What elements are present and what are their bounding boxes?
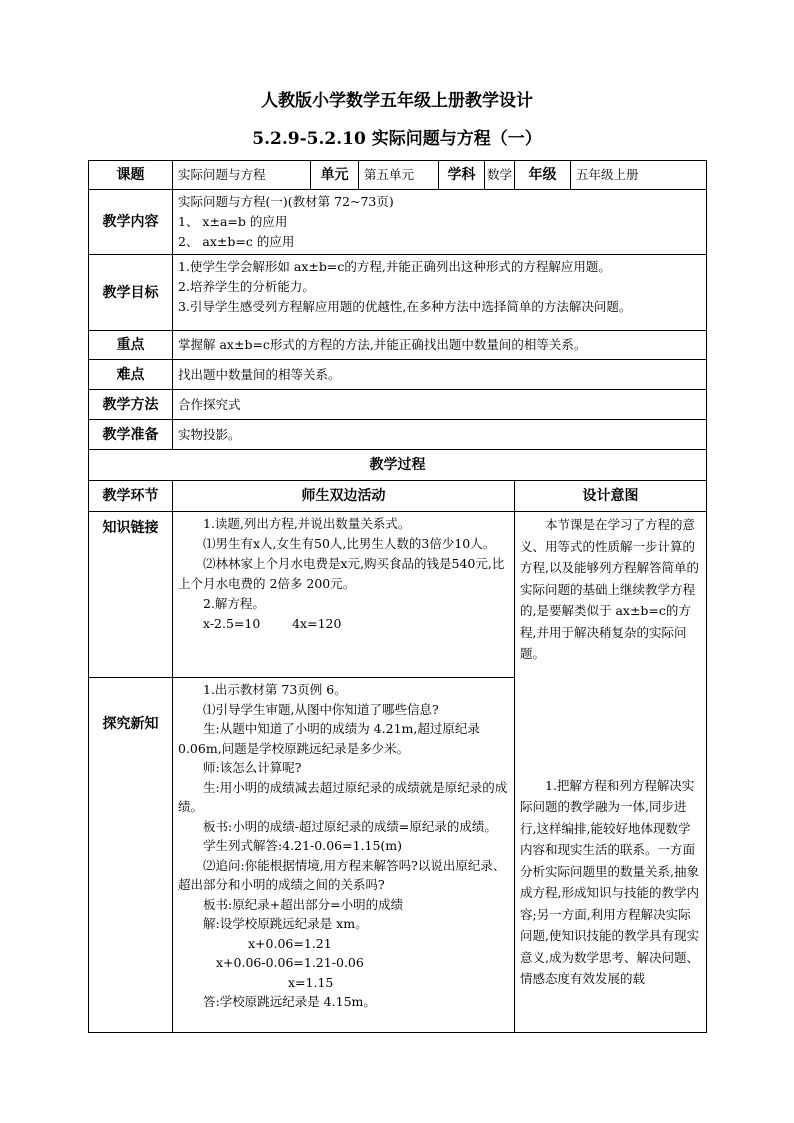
activity-line: ⑵林林家上个月水电费是x元,购买食品的钱是540元,比上个月水电费的 2倍多 200元。 <box>178 556 505 591</box>
goal-line: 3.引导学生感受列方程解应用题的优越性,在多种方法中选择简单的方法解决问题。 <box>178 299 632 314</box>
explore-activity <box>173 678 515 1033</box>
unit-value: 第五单元 <box>359 161 439 190</box>
activity-line: 1.出示教材第 73页例 6。 <box>203 682 347 697</box>
content-cell <box>173 190 707 255</box>
activity-line: 师:该怎么计算呢? <box>203 760 302 775</box>
intent-spacer <box>520 665 701 775</box>
goals-cell <box>173 255 707 331</box>
activity-line: ⑴男生有x人,女生有50人,比男生人数的3倍少10人。 <box>203 536 496 551</box>
activity-line: 学生列式解答:4.21-0.06=1.15(m) <box>203 838 403 853</box>
goal-line: 1.使学生学会解形如 ax±b=c的方程,并能正确列出这种形式的方程解应用题。 <box>178 259 611 274</box>
activity-line: 生:从题中知道了小明的成绩为 4.21m,超过原纪录 0.06m,问题是学校原跳远纪录是多少米。 <box>178 721 480 756</box>
content-label: 教学内容 <box>89 190 173 255</box>
col-stage-header: 教学环节 <box>89 481 173 512</box>
difficulty-label: 难点 <box>89 360 173 390</box>
difficulty-value: 找出题中数量间的相等关系。 <box>173 360 707 390</box>
intent-paragraph: 本节课是在学习了方程的意义、用等式的性质解一步计算的方程,以及能够列方程解答简单的实际问题的基础上继续教学方程的,是要解类似于 ax±b=c的方程,并用于解决稍复杂的实际问题。 <box>520 517 699 661</box>
activity-line: 1.读题,列出方程,并说出数量关系式。 <box>203 516 411 531</box>
subject-value: 数学 <box>485 161 515 190</box>
activity-line: 生:用小明的成绩减去超过原纪录的成绩就是原纪录的成绩。 <box>178 779 508 814</box>
goals-label: 教学目标 <box>89 255 173 331</box>
explore-label: 探究新知 <box>89 678 173 1033</box>
lesson-plan-table <box>88 160 706 1033</box>
activity-line: ⑵追问:你能根据情境,用方程来解答吗?以说出原纪录、超出部分和小明的成绩之间的关系吗? <box>178 857 506 892</box>
design-intent-cell <box>515 512 707 1033</box>
col-intent-header: 设计意图 <box>515 481 707 512</box>
lesson-title: 5.2.9-5.2.10 实际问题与方程（一） <box>252 129 542 149</box>
subject-label: 学科 <box>439 161 485 190</box>
activity-line: 板书:原纪录+超出部分=小明的成绩 <box>203 896 404 912</box>
method-value: 合作探究式 <box>173 390 707 420</box>
goal-line: 2.培养学生的分析能力。 <box>178 279 315 294</box>
equation-line: x+0.06-0.06=1.21-0.06 <box>216 955 364 970</box>
equation-line: x+0.06=1.21 <box>248 935 332 951</box>
link-label: 知识链接 <box>89 512 173 678</box>
unit-label: 单元 <box>311 161 359 190</box>
activity-line: x-2.5=10 4x=120 <box>203 616 342 631</box>
activity-line: 解:设学校原跳远纪录是 xm。 <box>203 916 368 931</box>
grade-label: 年级 <box>515 161 571 190</box>
content-line: 1、 x±a=b 的应用 <box>178 214 288 229</box>
col-activity-header: 师生双边活动 <box>173 481 515 512</box>
content-line: 实际问题与方程(一)(教材第 72~73页) <box>178 194 394 209</box>
activity-line: ⑴引导学生审题,从图中你知道了哪些信息? <box>203 701 439 717</box>
topic-label: 课题 <box>89 161 173 190</box>
document-title: 人教版小学数学五年级上册教学设计 <box>261 91 533 111</box>
content-line: 2、 ax±b=c 的应用 <box>178 234 295 249</box>
prep-label: 教学准备 <box>89 420 173 450</box>
method-label: 教学方法 <box>89 390 173 420</box>
intent-paragraph: 1.把解方程和列方程解决实际问题的教学融为一体,同步进行,这样编排,能较好地体现数学内容和现实生活的联系。一方面分析实际问题里的数量关系,抽象成方程,形成知识与技能的教学内容;另一方面,利用方程解决实际问题,使知识技能的教学具有现实意义,成为数学思考、解决问题、情感态度有效发展的载 <box>520 777 699 986</box>
prep-value: 实物投影。 <box>173 420 707 450</box>
activity-line: 板书:小明的成绩-超过原纪录的成绩=原纪录的成绩。 <box>203 818 497 834</box>
key-value: 掌握解 ax±b=c形式的方程的方法,并能正确找出题中数量间的相等关系。 <box>173 331 707 360</box>
activity-line: 2.解方程。 <box>203 596 265 611</box>
grade-value: 五年级上册 <box>571 161 707 190</box>
topic-value: 实际问题与方程 <box>173 161 311 190</box>
link-activity <box>173 512 515 678</box>
equation-line: x=1.15 <box>288 974 334 990</box>
process-heading: 教学过程 <box>89 450 707 481</box>
key-label: 重点 <box>89 331 173 360</box>
activity-line: 答:学校原跳远纪录是 4.15m。 <box>203 994 376 1009</box>
